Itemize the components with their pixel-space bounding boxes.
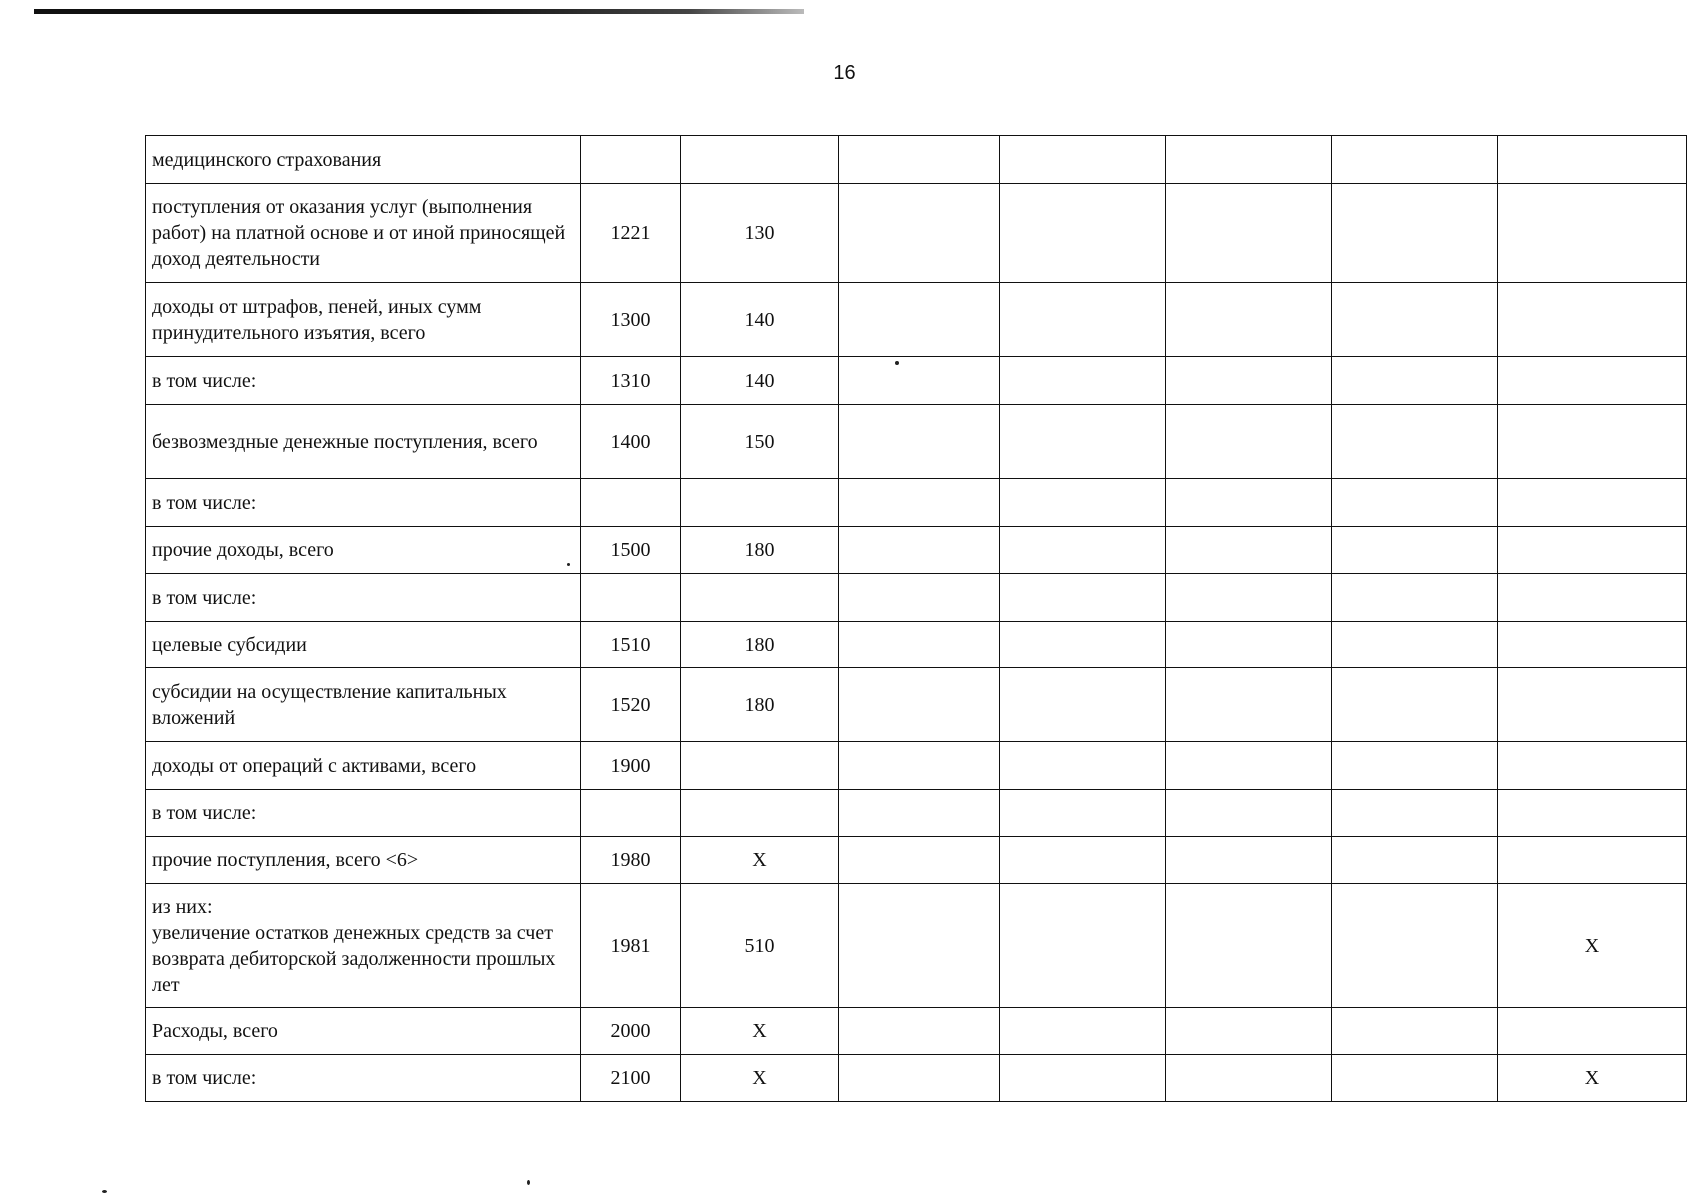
row-cell-empty <box>839 1008 1000 1055</box>
row-cell-empty <box>839 668 1000 742</box>
table-row <box>146 527 1687 574</box>
row-cell-empty <box>1166 1008 1332 1055</box>
row-kbk <box>681 574 839 622</box>
budget-table <box>145 135 1687 1102</box>
row-cell-empty <box>839 790 1000 837</box>
table-row <box>146 479 1687 527</box>
row-cell-empty <box>1332 742 1498 790</box>
row-kbk <box>681 136 839 184</box>
table-row <box>146 136 1687 184</box>
row-cell-empty <box>839 479 1000 527</box>
row-code: 1400 <box>581 405 681 479</box>
row-kbk: 130 <box>681 184 839 283</box>
row-cell-empty <box>839 1055 1000 1102</box>
row-code <box>581 790 681 837</box>
row-label-text: поступления от оказания услуг (выполнения работ) на платной основе и от иной приносящей доход деятельности <box>152 196 566 270</box>
row-label-text: целевые субсидии <box>152 633 307 656</box>
row-label <box>146 1055 581 1102</box>
row-kbk: 140 <box>681 283 839 357</box>
row-cell-empty <box>1000 742 1166 790</box>
row-cell-empty <box>1332 790 1498 837</box>
row-label-text: медицинского страхования <box>152 148 382 171</box>
row-label <box>146 668 581 742</box>
table-row <box>146 283 1687 357</box>
row-label-text: в том числе: <box>152 1067 257 1089</box>
row-last <box>1498 790 1687 837</box>
row-code: 1221 <box>581 184 681 283</box>
table-row <box>146 574 1687 622</box>
row-label-text: прочие поступления, всего <6> <box>152 849 419 871</box>
row-last <box>1498 184 1687 283</box>
row-label <box>146 837 581 884</box>
row-cell-empty <box>1332 527 1498 574</box>
row-label <box>146 622 581 668</box>
row-last: X <box>1498 884 1687 1008</box>
row-code: 1500 <box>581 527 681 574</box>
row-cell-empty <box>1000 184 1166 283</box>
row-cell-empty <box>839 622 1000 668</box>
row-last <box>1498 668 1687 742</box>
scan-speck <box>527 1180 530 1185</box>
row-code: 2100 <box>581 1055 681 1102</box>
row-last <box>1498 574 1687 622</box>
row-last <box>1498 622 1687 668</box>
row-last <box>1498 283 1687 357</box>
table-row <box>146 1055 1687 1102</box>
row-label <box>146 1008 581 1055</box>
row-cell-empty <box>1166 527 1332 574</box>
row-code: 1300 <box>581 283 681 357</box>
row-label-text: в том числе: <box>152 369 257 392</box>
row-cell-empty <box>839 574 1000 622</box>
row-label-text: доходы от операций с активами, всего <box>152 754 477 777</box>
row-cell-empty <box>1332 479 1498 527</box>
row-last <box>1498 527 1687 574</box>
row-cell-empty <box>1332 622 1498 668</box>
scan-speck <box>567 563 570 566</box>
row-kbk <box>681 742 839 790</box>
row-code: 1980 <box>581 837 681 884</box>
row-code: 1520 <box>581 668 681 742</box>
table-body <box>146 136 1687 1102</box>
row-label-text: в том числе: <box>152 491 257 514</box>
row-cell-empty <box>1000 1008 1166 1055</box>
row-cell-empty <box>839 184 1000 283</box>
table-row <box>146 668 1687 742</box>
row-kbk <box>681 479 839 527</box>
row-cell-empty <box>1000 668 1166 742</box>
row-cell-empty <box>1332 405 1498 479</box>
row-label <box>146 136 581 184</box>
row-label <box>146 405 581 479</box>
row-cell-empty <box>839 527 1000 574</box>
row-cell-empty <box>1332 1055 1498 1102</box>
row-last <box>1498 136 1687 184</box>
row-label-text: прочие доходы, всего <box>152 539 334 561</box>
row-last: X <box>1498 1055 1687 1102</box>
row-cell-empty <box>1166 837 1332 884</box>
row-code: 1310 <box>581 357 681 405</box>
row-kbk: X <box>681 1008 839 1055</box>
row-cell-empty <box>1000 884 1166 1008</box>
row-label-text: в том числе: <box>152 802 257 824</box>
row-cell-empty <box>1166 668 1332 742</box>
row-cell-empty <box>1166 283 1332 357</box>
row-kbk: X <box>681 837 839 884</box>
row-cell-empty <box>1166 479 1332 527</box>
row-kbk: 150 <box>681 405 839 479</box>
row-code: 1510 <box>581 622 681 668</box>
table-row <box>146 884 1687 1008</box>
row-last <box>1498 479 1687 527</box>
row-cell-empty <box>1000 479 1166 527</box>
row-label-text: безвозмездные денежные поступления, всего <box>152 430 538 453</box>
table-row <box>146 1008 1687 1055</box>
row-cell-empty <box>839 283 1000 357</box>
row-cell-empty <box>1166 742 1332 790</box>
row-label <box>146 283 581 357</box>
row-label <box>146 790 581 837</box>
row-label-subtext: увеличение остатков денежных средств за счет возврата дебиторской задолженности прошлых лет <box>152 921 556 996</box>
table-row <box>146 790 1687 837</box>
row-cell-empty <box>1332 136 1498 184</box>
row-last <box>1498 837 1687 884</box>
row-code <box>581 479 681 527</box>
row-label-text: доходы от штрафов, пеней, иных сумм принудительного изъятия, всего <box>152 295 482 344</box>
row-code: 1900 <box>581 742 681 790</box>
row-label <box>146 574 581 622</box>
row-cell-empty <box>1332 668 1498 742</box>
row-last <box>1498 1008 1687 1055</box>
row-last <box>1498 357 1687 405</box>
row-cell-empty <box>1000 622 1166 668</box>
row-cell-empty <box>1000 527 1166 574</box>
row-cell-empty <box>839 405 1000 479</box>
row-label <box>146 742 581 790</box>
row-cell-empty <box>1166 1055 1332 1102</box>
row-cell-empty <box>839 742 1000 790</box>
row-cell-empty <box>1332 574 1498 622</box>
row-cell-empty <box>1166 574 1332 622</box>
row-kbk: 180 <box>681 527 839 574</box>
row-cell-empty <box>1000 790 1166 837</box>
row-cell-empty <box>839 837 1000 884</box>
row-cell-empty <box>1166 405 1332 479</box>
scan-speck <box>102 1190 107 1193</box>
row-kbk: 180 <box>681 622 839 668</box>
table-row <box>146 837 1687 884</box>
row-kbk: 140 <box>681 357 839 405</box>
row-code <box>581 136 681 184</box>
row-last <box>1498 405 1687 479</box>
row-label-text: в том числе: <box>152 586 257 609</box>
row-cell-empty <box>839 357 1000 405</box>
row-label <box>146 884 581 1008</box>
table-row <box>146 742 1687 790</box>
row-kbk <box>681 790 839 837</box>
row-cell-empty <box>1332 837 1498 884</box>
row-cell-empty <box>1332 184 1498 283</box>
row-cell-empty <box>1166 136 1332 184</box>
page-number: 16 <box>833 62 856 84</box>
row-cell-empty <box>839 884 1000 1008</box>
row-cell-empty <box>1332 283 1498 357</box>
table-row <box>146 184 1687 283</box>
row-code <box>581 574 681 622</box>
row-cell-empty <box>1332 357 1498 405</box>
row-cell-empty <box>1166 884 1332 1008</box>
row-last <box>1498 742 1687 790</box>
top-rule <box>34 9 804 14</box>
row-cell-empty <box>1000 574 1166 622</box>
row-cell-empty <box>1166 184 1332 283</box>
scan-speck <box>895 361 899 365</box>
row-cell-empty <box>1166 790 1332 837</box>
table-row <box>146 622 1687 668</box>
row-cell-empty <box>1000 283 1166 357</box>
row-label-text: субсидии на осуществление капитальных вложений <box>152 680 507 729</box>
row-cell-empty <box>1000 405 1166 479</box>
row-cell-empty <box>1332 1008 1498 1055</box>
row-cell-empty <box>1166 357 1332 405</box>
row-cell-empty <box>1000 136 1166 184</box>
row-cell-empty <box>1000 357 1166 405</box>
row-label <box>146 527 581 574</box>
row-label-text: из них: <box>152 895 213 918</box>
row-cell-empty <box>1000 837 1166 884</box>
row-code: 1981 <box>581 884 681 1008</box>
row-cell-empty <box>839 136 1000 184</box>
row-label <box>146 479 581 527</box>
table-row <box>146 357 1687 405</box>
row-cell-empty <box>1332 884 1498 1008</box>
row-cell-empty <box>1166 622 1332 668</box>
row-label-text: Расходы, всего <box>152 1020 278 1042</box>
row-code: 2000 <box>581 1008 681 1055</box>
row-label <box>146 357 581 405</box>
row-label <box>146 184 581 283</box>
row-kbk: X <box>681 1055 839 1102</box>
table-row <box>146 405 1687 479</box>
row-kbk: 180 <box>681 668 839 742</box>
row-cell-empty <box>1000 1055 1166 1102</box>
row-kbk: 510 <box>681 884 839 1008</box>
